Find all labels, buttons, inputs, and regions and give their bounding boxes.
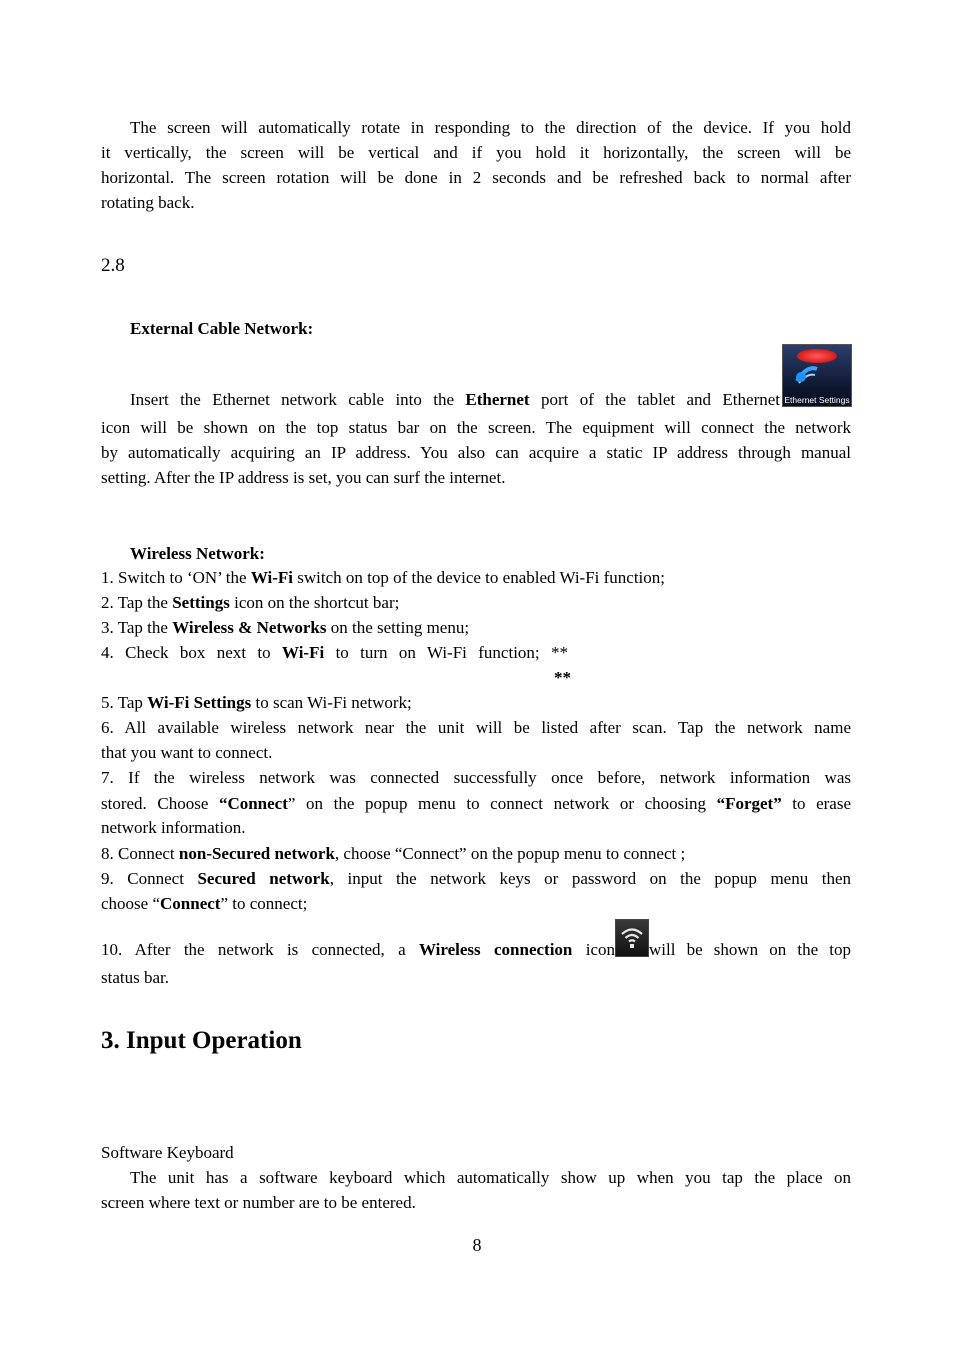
ethernet-heading: External Cable Network:	[130, 319, 314, 338]
intro-line-4: rotating back.	[101, 193, 195, 212]
wireless-step-10-line-1a: 10. After the network is connected, a Wireless connection icon	[101, 940, 615, 959]
wifi-connection-icon	[615, 919, 649, 957]
intro-line-3: horizontal. The screen rotation will be done in 2 seconds and be refreshed back to normal after	[101, 168, 851, 187]
wireless-step-4: 4. Check box next to Wi-Fi to turn on Wi-Fi function; **	[101, 643, 569, 662]
wireless-step-4-continuation: **	[554, 668, 571, 687]
wireless-step-9-line-2: choose “Connect” to connect;	[101, 894, 308, 913]
ethernet-icon-label: Ethernet Settings	[784, 395, 850, 405]
ethernet-line-3: by automatically acquiring an IP address. You also can acquire a static IP address through manual	[101, 443, 851, 462]
intro-line-1: The screen will automatically rotate in responding to the direction of the device. If you hold	[130, 118, 851, 137]
wireless-step-6-line-1: 6. All available wireless network near the unit will be listed after scan. Tap the network name	[101, 718, 851, 737]
software-keyboard-subheading: Software Keyboard	[101, 1143, 234, 1162]
ethernet-line-2: icon will be shown on the top status bar on the screen. The equipment will connect the network	[101, 418, 851, 437]
wireless-step-2: 2. Tap the Settings icon on the shortcut bar;	[101, 593, 400, 612]
wireless-heading: Wireless Network:	[130, 544, 265, 563]
ethernet-line-4: setting. After the IP address is set, you can surf the internet.	[101, 468, 506, 487]
section-number: 2.8	[101, 255, 125, 276]
ethernet-line-1: Insert the Ethernet network cable into the Ethernet port of the tablet and Ethernet	[130, 390, 780, 409]
keyboard-line-2: screen where text or number are to be entered.	[101, 1193, 416, 1212]
wireless-step-1: 1. Switch to ‘ON’ the Wi-Fi switch on top of the device to enabled Wi-Fi function;	[101, 568, 666, 587]
wireless-step-7-line-2: stored. Choose “Connect” on the popup menu to connect network or choosing “Forget” to erase	[101, 794, 852, 813]
wireless-step-10-line-1b: will be shown on the top	[649, 940, 851, 959]
section-3-title: 3. Input Operation	[101, 1027, 302, 1054]
wireless-step-5: 5. Tap Wi-Fi Settings to scan Wi-Fi network;	[101, 693, 412, 712]
page-number: 8	[472, 1235, 482, 1255]
ethernet-settings-icon	[782, 344, 852, 407]
keyboard-line-1: The unit has a software keyboard which automatically show up when you tap the place on	[130, 1168, 851, 1187]
wireless-step-7-line-3: network information.	[101, 818, 246, 837]
wireless-step-8: 8. Connect non-Secured network, choose “Connect” on the popup menu to connect ;	[101, 844, 686, 863]
wireless-step-3: 3. Tap the Wireless & Networks on the setting menu;	[101, 618, 470, 637]
wireless-step-6-line-2: that you want to connect.	[101, 743, 273, 762]
intro-line-2: it vertically, the screen will be vertical and if you hold it horizontally, the screen will be	[101, 143, 851, 162]
wireless-step-10-line-2: status bar.	[101, 968, 169, 987]
wireless-step-9-line-1: 9. Connect Secured network, input the network keys or password on the popup menu then	[101, 869, 852, 888]
wireless-step-7-line-1: 7. If the wireless network was connected successfully once before, network information was	[101, 768, 851, 787]
